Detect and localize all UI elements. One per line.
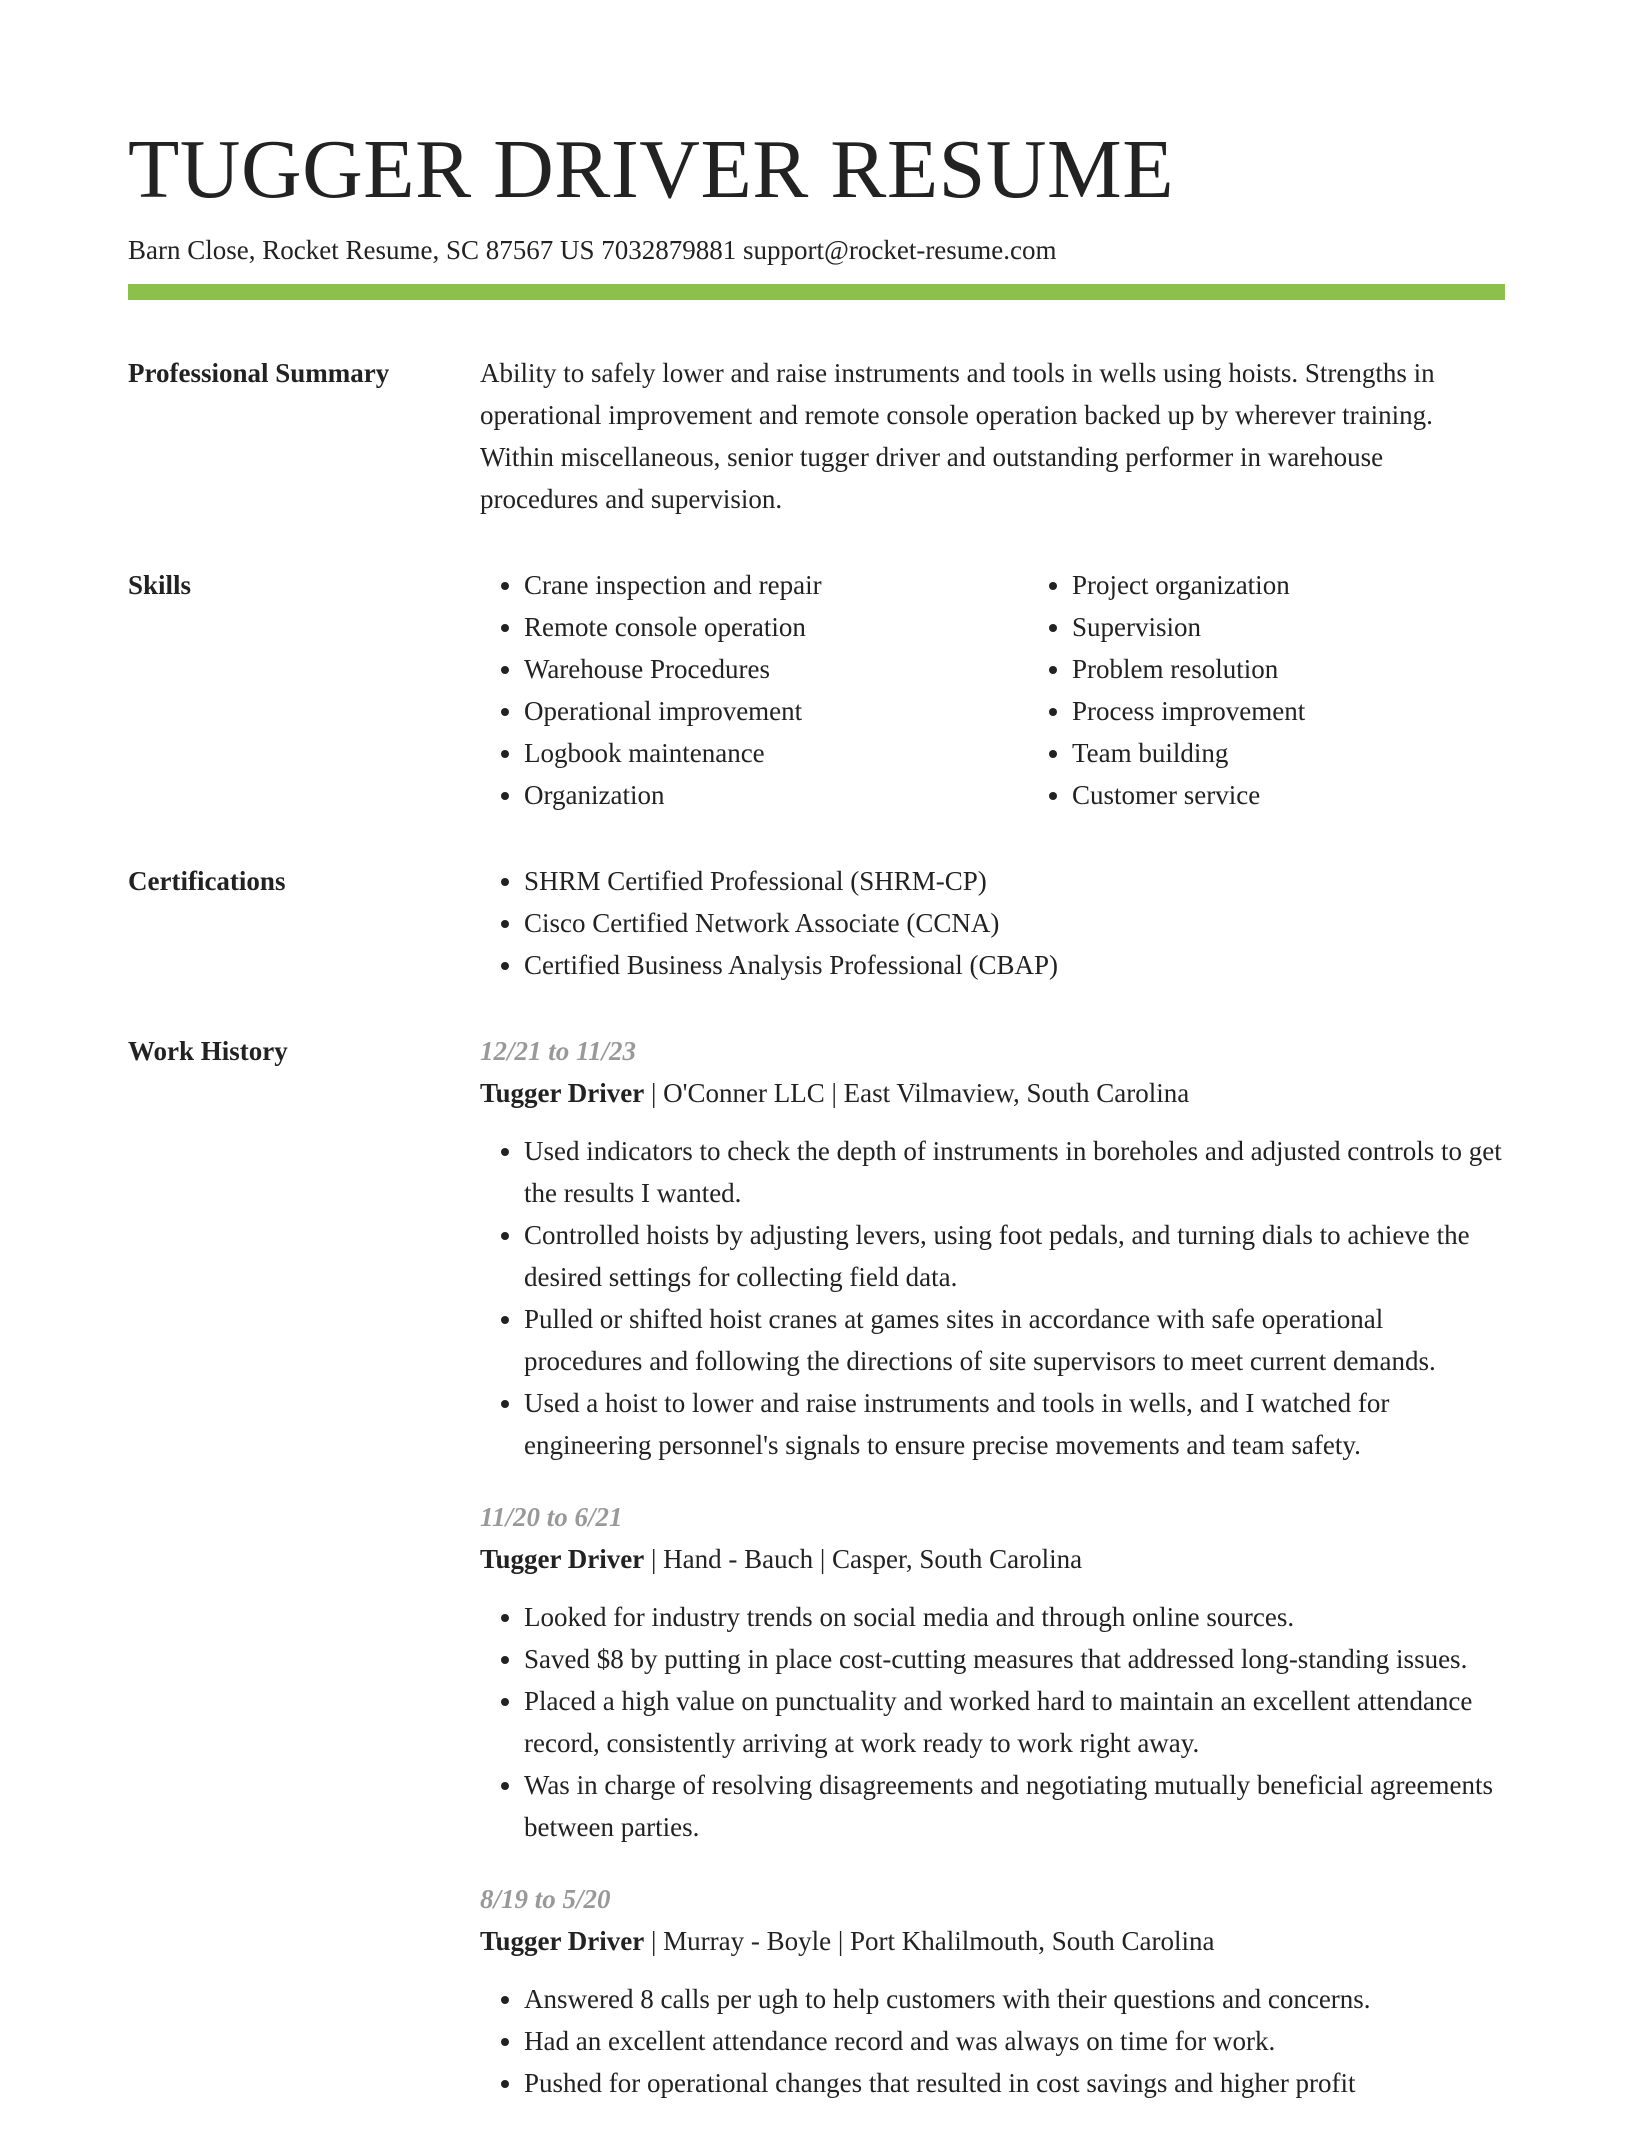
resume-page (128, 118, 1505, 2134)
certifications-list (480, 860, 1505, 986)
contact-email: support@rocket-resume.com (743, 235, 1057, 265)
job-bullet: • Controlled hoists by adjusting levers, using foot pedals, and turning dials to achieve the desired settings for collecting field data. (524, 1214, 1505, 1298)
job-bullet: • Used indicators to check the depth of instruments in boreholes and adjusted controls to get the results I wanted. (524, 1130, 1505, 1214)
job-entry (480, 1878, 1505, 2104)
summary-content (480, 352, 1505, 520)
job-dates: 12/21 to 11/23 (480, 1036, 637, 1066)
job-bullets (480, 1978, 1505, 2104)
skill-item: • Crane inspection and repair (524, 564, 1028, 606)
skills-section (128, 564, 1505, 816)
header-divider (128, 284, 1505, 300)
skill-item: • Remote console operation (524, 606, 1028, 648)
job-entry (480, 1496, 1505, 1848)
work-history-section (128, 1030, 1505, 2134)
job-bullet: • Placed a high value on punctuality and worked hard to maintain an excellent attendance record, consistently arriving at work ready to work right away. (524, 1680, 1505, 1764)
skill-item: • Logbook maintenance (524, 732, 1028, 774)
resume-title: TUGGER DRIVER RESUME (128, 123, 1175, 216)
job-heading (480, 1920, 1505, 1962)
job-heading (480, 1538, 1505, 1580)
skill-item: • Supervision (1072, 606, 1576, 648)
job-bullet: • Answered 8 calls per ugh to help customers with their questions and concerns. (524, 1978, 1505, 2020)
contact-phone: 7032879881 (601, 235, 737, 265)
section-label-summary: Professional Summary (128, 358, 390, 388)
job-bullet: • Was in charge of resolving disagreements and negotiating mutually beneficial agreements between parties. (524, 1764, 1505, 1848)
job-dates: 11/20 to 6/21 (480, 1502, 623, 1532)
contact-address: Barn Close, Rocket Resume, SC 87567 US (128, 235, 595, 265)
certifications-content (480, 860, 1505, 986)
job-bullet: • Pulled or shifted hoist cranes at games sites in accordance with safe operational procedures and following the directions of site supervisors to meet current demands. (524, 1298, 1505, 1382)
skill-item: • Operational improvement (524, 690, 1028, 732)
job-details: | Murray - Boyle | Port Khalilmouth, South Carolina (644, 1926, 1215, 1956)
contact-line (128, 232, 1505, 268)
job-details: | Hand - Bauch | Casper, South Carolina (644, 1544, 1083, 1574)
job-entry (480, 1030, 1505, 1466)
job-bullet: • Had an excellent attendance record and was always on time for work. (524, 2020, 1505, 2062)
job-bullets (480, 1130, 1505, 1466)
skill-item: • Team building (1072, 732, 1576, 774)
skill-item: • Organization (524, 774, 1028, 816)
certification-item: • Cisco Certified Network Associate (CCNA) (524, 902, 1505, 944)
job-bullet: • Saved $8 by putting in place cost-cutting measures that addressed long-standing issues. (524, 1638, 1505, 1680)
job-title: Tugger Driver (480, 1544, 645, 1574)
summary-text: Ability to safely lower and raise instruments and tools in wells using hoists. Strengths in operational improvement and remote console operation backed up by wherever training. Within miscellaneous, senior tugger driver and outstanding performer in warehouse procedures and supervision. (480, 358, 1435, 514)
section-label-work-history: Work History (128, 1036, 288, 1066)
section-label-certifications: Certifications (128, 866, 286, 896)
skill-item: • Customer service (1072, 774, 1576, 816)
skill-item: • Process improvement (1072, 690, 1576, 732)
job-dates: 8/19 to 5/20 (480, 1884, 611, 1914)
skill-item: • Problem resolution (1072, 648, 1576, 690)
skills-list-right (1028, 564, 1576, 816)
job-title: Tugger Driver (480, 1926, 645, 1956)
skill-item: • Warehouse Procedures (524, 648, 1028, 690)
summary-section (128, 352, 1505, 520)
job-bullet: • Looked for industry trends on social media and through online sources. (524, 1596, 1505, 1638)
skills-content (480, 564, 1576, 816)
certifications-section (128, 860, 1505, 986)
section-label-skills: Skills (128, 570, 192, 600)
job-bullet: • Used a hoist to lower and raise instruments and tools in wells, and I watched for engineering personnel's signals to ensure precise movements and team safety. (524, 1382, 1505, 1466)
job-title: Tugger Driver (480, 1078, 645, 1108)
job-bullet: • Pushed for operational changes that resulted in cost savings and higher profit (524, 2062, 1505, 2104)
work-history-content (480, 1030, 1505, 2134)
job-bullets (480, 1596, 1505, 1848)
skills-list-left (480, 564, 1028, 816)
skill-item: • Project organization (1072, 564, 1576, 606)
job-details: | O'Conner LLC | East Vilmaview, South Carolina (644, 1078, 1190, 1108)
certification-item: • Certified Business Analysis Professional (CBAP) (524, 944, 1505, 986)
job-heading (480, 1072, 1505, 1114)
certification-item: • SHRM Certified Professional (SHRM-CP) (524, 860, 1505, 902)
